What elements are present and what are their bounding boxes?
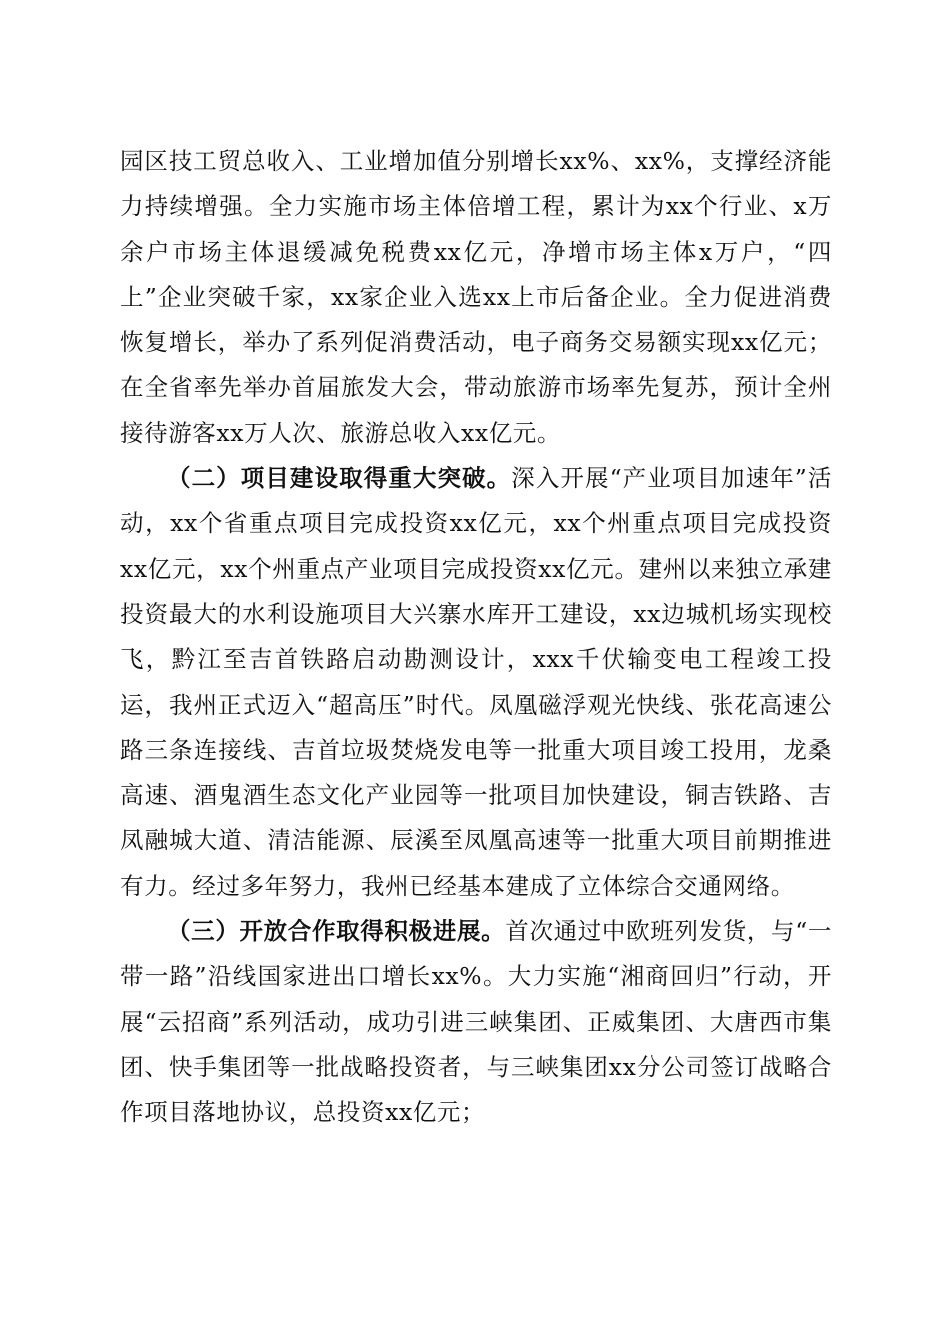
paragraph-economy — [120, 139, 832, 456]
section-heading: （三）开放合作取得积极进展。 — [167, 917, 506, 946]
section-heading: （二）项目建设取得重大突破。 — [167, 464, 512, 493]
paragraph-text: 首次通过中欧班列发货，与“一带一路”沿线国家进出口增长xx%。大力实施“湘商回归”行动，开展“云招商”系列活动，成功引进三峡集团、正威集团、大唐西市集团、快手集团等一批战略投资者，与三峡集团xx分公司签订战略合作项目落地协议，总投资xx亿元； — [120, 917, 832, 1127]
document-body — [120, 139, 832, 1136]
paragraph-text: 深入开展“产业项目加速年”活动，xx个省重点项目完成投资xx亿元，xx个州重点项目完成投资xx亿元，xx个州重点产业项目完成投资xx亿元。建州以来独立承建投资最大的水利设施项目大兴寨水库开工建设，xx边城机场实现校飞，黔江至吉首铁路启动勘测设计，xxx千伏输变电工程竣工投运，我州正式迈入“超高压”时代。凤凰磁浮观光快线、张花高速公路三条连接线、吉首垃圾焚烧发电等一批重大项目竣工投用，龙桑高速、酒鬼酒生态文化产业园等一批项目加快建设，铜吉铁路、吉凤融城大道、清洁能源、辰溪至凤凰高速等一批重大项目前期推进有力。经过多年努力，我州已经基本建成了立体综合交通网络。 — [120, 464, 832, 900]
paragraph-project-construction — [120, 456, 832, 909]
paragraph-text: 园区技工贸总收入、工业增加值分别增长xx%、xx%，支撑经济能力持续增强。全力实施市场主体倍增工程，累计为xx个行业、x万余户市场主体退缓减免税费xx亿元，净增市场主体x万户，“四上”企业突破千家，xx家企业入选xx上市后备企业。全力促进消费恢复增长，举办了系列促消费活动，电子商务交易额实现xx亿元；在全省率先举办首届旅发大会，带动旅游市场率先复苏，预计全州接待游客xx万人次、旅游总收入xx亿元。 — [120, 147, 832, 447]
paragraph-open-cooperation — [120, 909, 832, 1135]
